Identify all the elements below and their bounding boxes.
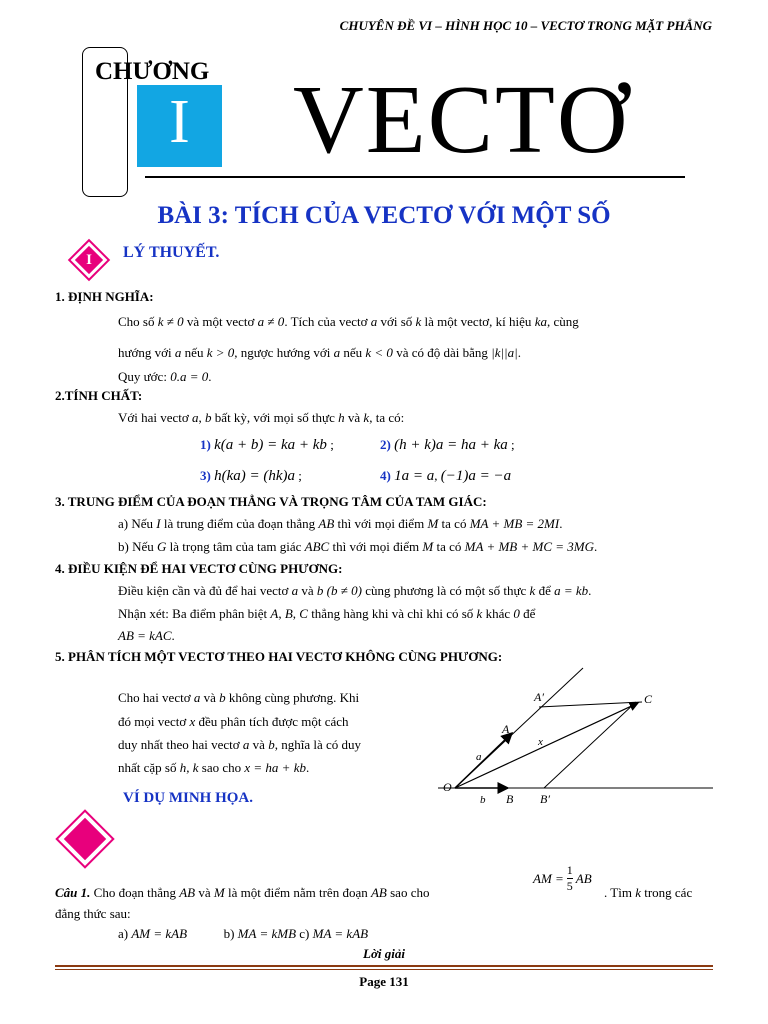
midpoint-line-b: b) Nếu G là trọng tâm của tam giác ABC thì với mọi điểm M ta có MA + MB + MC = 3MG. [118,539,598,554]
question-1-line-1-end: . Tìm k trong các [604,885,693,900]
vector-a [455,733,512,788]
collinear-line-1: Điều kiện cần và đủ để hai vectơ a và b (b ≠ 0) cùng phương là có một số thực k để a = kb. [118,583,592,598]
decomposition-line-3: duy nhất theo hai vectơ a và b, nghĩa là có duy [118,737,361,752]
properties-intro: Với hai vectơ a, b bất kỳ, với mọi số thực h và k, ta có: [118,410,405,425]
property-2: 2) (h + k)a = ha + ka ; [380,437,515,453]
label-b-prime: B′ [540,792,550,806]
example-diamond-icon [55,809,114,868]
lesson-title: BÀI 3: TÍCH CỦA VECTƠ VỚI MỘT SỐ [157,202,611,229]
label-a-prime: A′ [534,690,544,704]
label-a: A [502,722,510,736]
midpoint-line-a: a) Nếu I là trung điểm của đoạn thẳng AB thì với mọi điểm M ta có MA + MB = 2MI. [118,516,563,531]
section-badge-icon [68,239,110,281]
definition-line-1: Cho số k ≠ 0 và một vectơ a ≠ 0. Tích của vectơ a với số k là một vectơ, kí hiệu ka, cùng [118,314,579,329]
definition-convention: Quy ước: 0.a = 0. [118,369,212,384]
definition-heading: 1. ĐỊNH NGHĨA: [55,289,154,304]
label-vector-x: x [538,736,543,748]
vector-x [455,703,638,788]
page-number: Page 131 [359,974,409,989]
vector-decomposition-diagram [438,665,713,810]
solution-label: Lời giải [363,946,406,961]
line-bp-c [544,702,636,788]
decomposition-line-4: nhất cặp số h, k sao cho x = ha + kb. [118,760,310,775]
running-header: CHUYÊN ĐỀ VI – HÌNH HỌC 10 – VECTƠ TRONG MẶT PHẲNG [339,18,712,33]
question-1-line-1: Câu 1. Cho đoạn thẳng AB và M là một điểm nằm trên đoạn AB sao cho [55,885,430,900]
definition-line-2: hướng với a nếu k > 0, ngược hướng với a nếu k < 0 và có độ dài bằng |k||a|. [118,345,521,360]
label-vector-b: b [480,794,486,806]
chapter-word: CHƯƠNG [95,58,210,85]
property-1: 1) k(a + b) = ka + kb ; [200,437,334,453]
label-b: B [506,792,514,806]
footer-rule-thin [55,969,713,970]
question-1-fraction: AM = $\frac{1}{5}$ AB [533,863,592,893]
midpoint-heading: 3. TRUNG ĐIỂM CỦA ĐOẠN THẲNG VÀ TRỌNG TÂM CỦA TAM GIÁC: [55,494,487,509]
question-1-options: a) AM = kAB b) MA = kMB c) MA = kAB [118,926,369,941]
label-o: O [443,780,452,794]
collinear-line-2: Nhận xét: Ba điểm phân biệt A, B, C thẳng hàng khi và chỉ khi có số k khác 0 để [118,606,536,621]
examples-heading: VÍ DỤ MINH HỌA. [123,790,253,806]
decomposition-line-2: đó mọi vectơ x đều phân tích được một cách [118,714,349,729]
properties-heading: 2.TÍNH CHẤT: [55,388,143,403]
collinear-heading: 4. ĐIỀU KIỆN ĐỂ HAI VECTƠ CÙNG PHƯƠNG: [55,561,343,576]
collinear-line-3: AB = kAC. [118,628,175,643]
chapter-title: VECTƠ [293,66,630,174]
section-heading: LÝ THUYẾT. [123,244,220,261]
decomposition-line-1: Cho hai vectơ a và b không cùng phương. Khi [118,690,360,705]
footer-rule [55,965,713,967]
property-3: 3) h(ka) = (hk)a ; [200,468,302,484]
chapter-number-box: I [137,85,222,167]
line-ap-c [539,702,642,707]
question-1-line-2: đẳng thức sau: [55,906,131,921]
property-4: 4) 1a = a, (−1)a = −a [380,468,512,484]
label-c: C [644,692,653,706]
title-rule [145,176,685,178]
label-vector-a: a [476,751,482,763]
decomposition-heading: 5. PHÂN TÍCH MỘT VECTƠ THEO HAI VECTƠ KHÔNG CÙNG PHƯƠNG: [55,649,503,664]
section-badge-label: I [86,252,92,268]
